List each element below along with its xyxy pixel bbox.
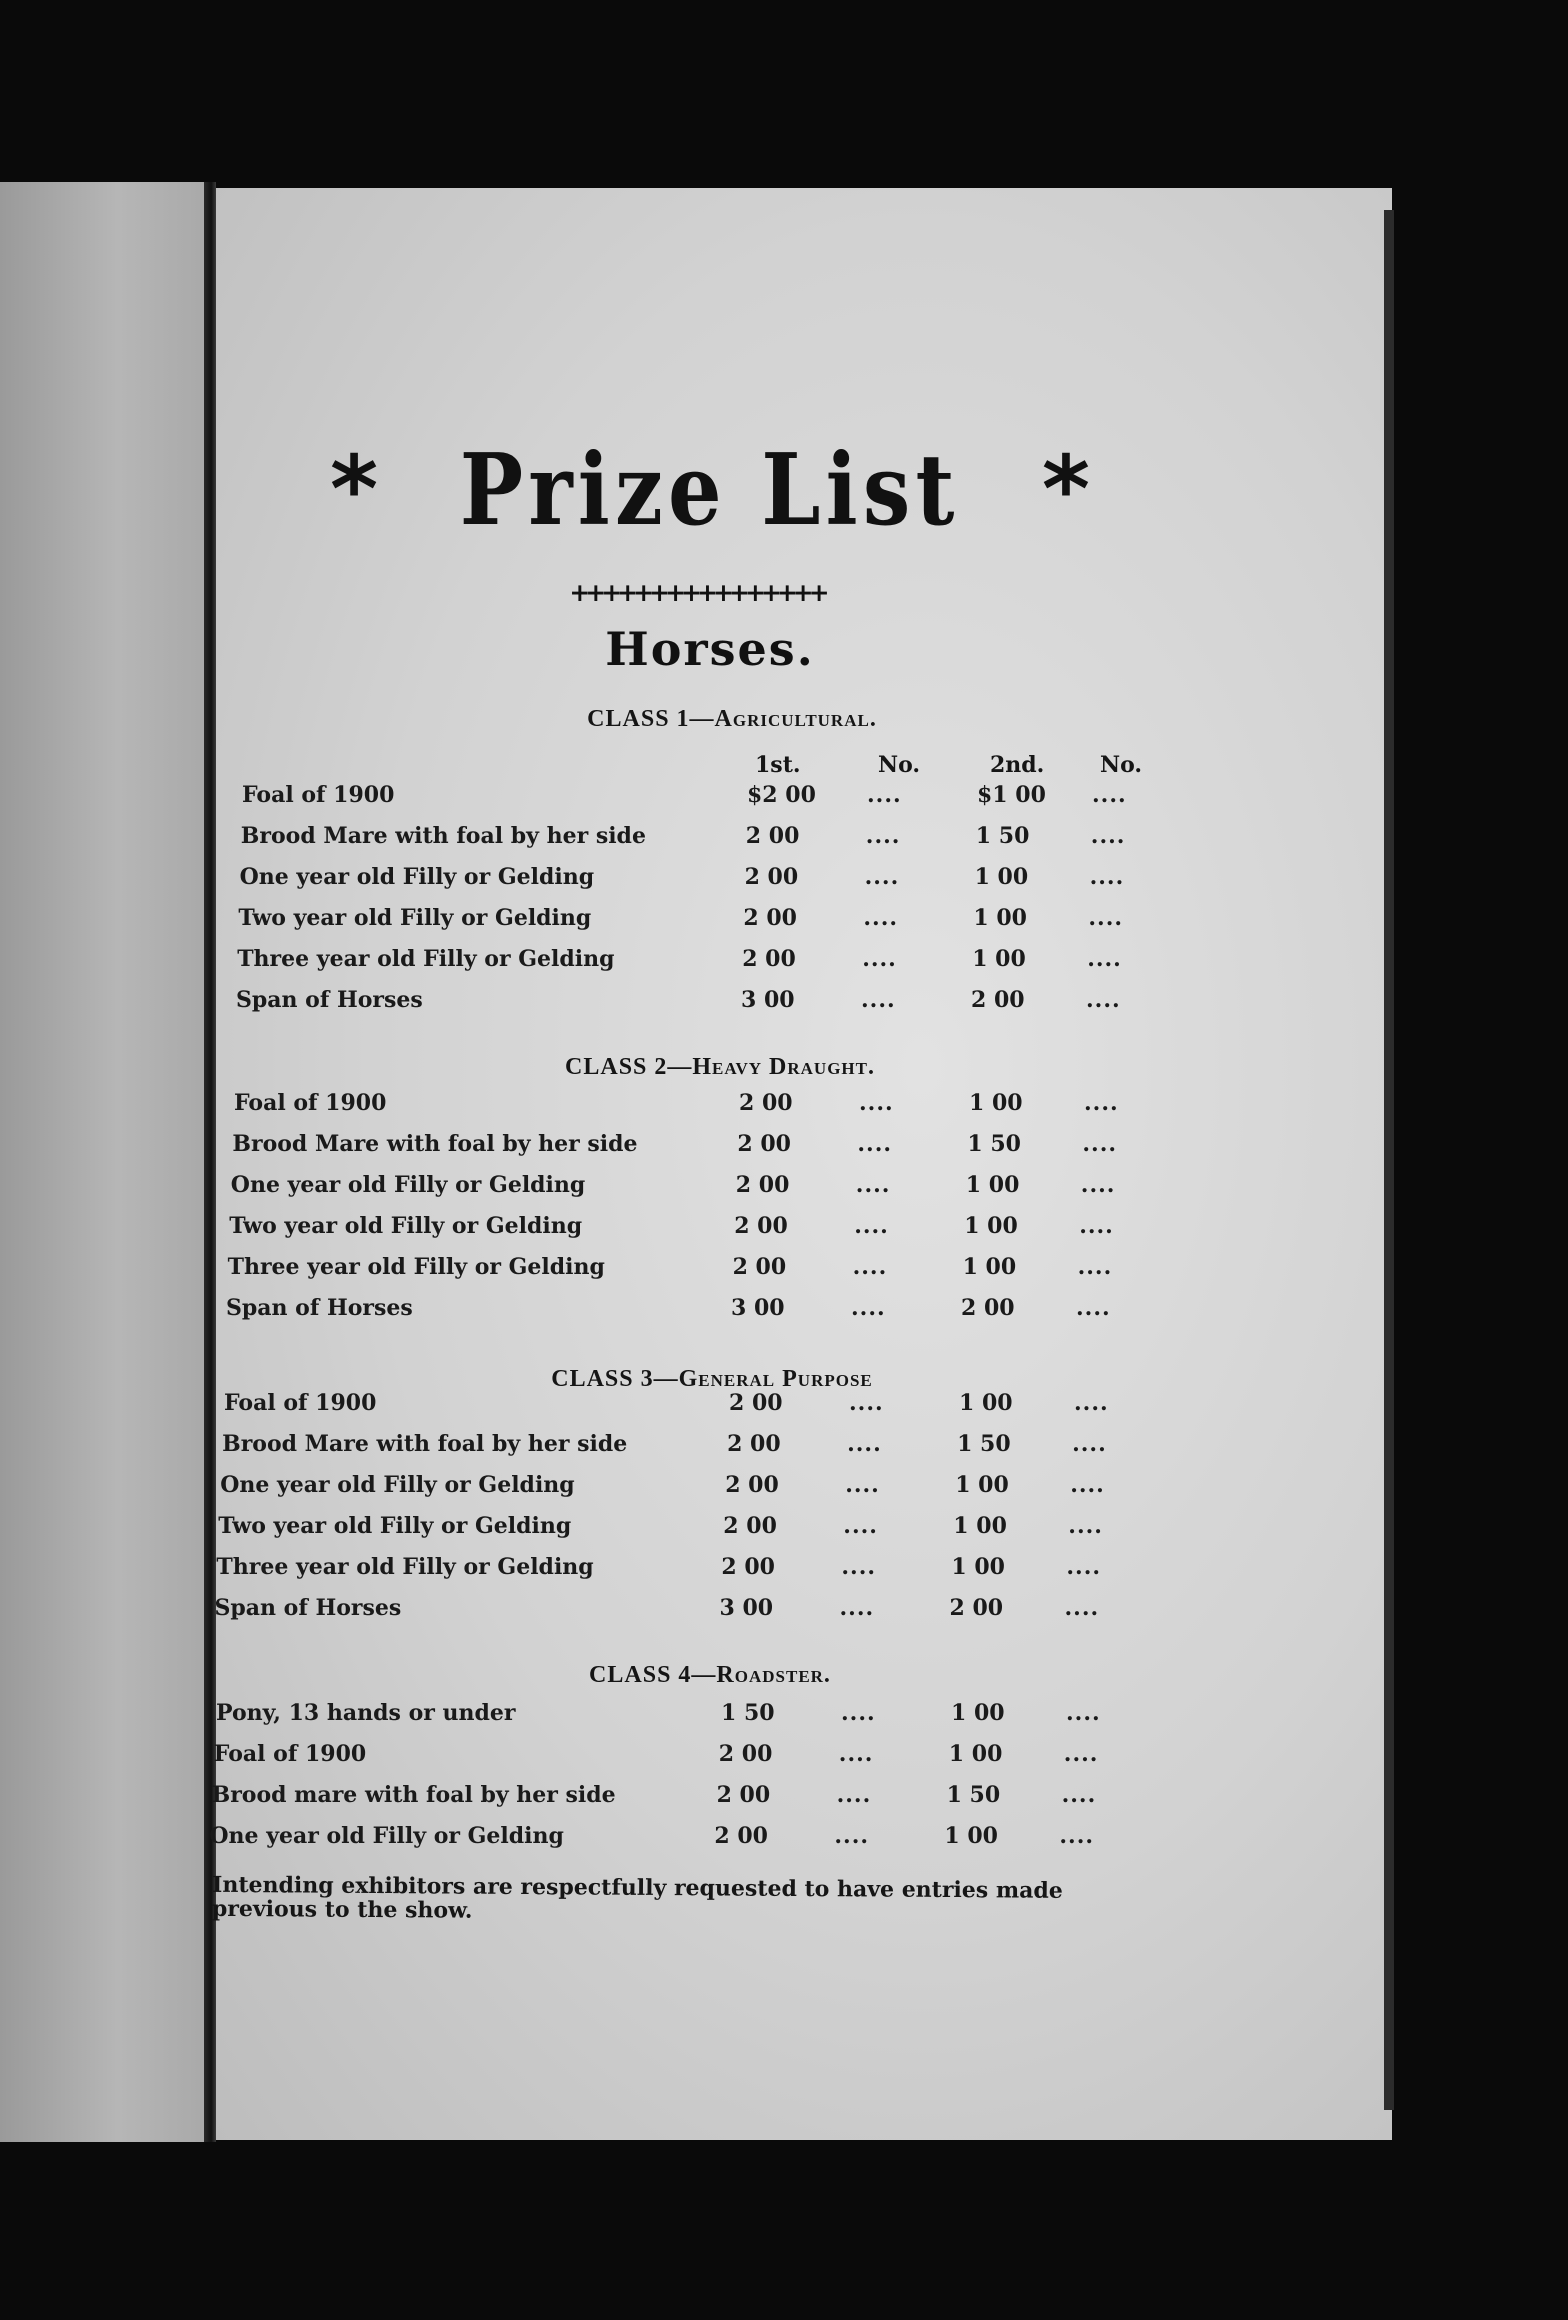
prize-row: [226, 1295, 1146, 1335]
entry-number-1: ....: [839, 1595, 875, 1621]
col-number-2: No.: [1100, 752, 1143, 778]
entry-number-1: ....: [863, 905, 899, 931]
entry-number-1: ....: [862, 946, 897, 972]
asterisk-ornament-right: *: [1041, 436, 1090, 543]
entry-number-2: ....: [1063, 1741, 1099, 1767]
entry-number-2: ....: [1061, 1782, 1097, 1808]
first-prize: 2 00: [729, 1390, 783, 1416]
prize-row: [234, 1090, 1154, 1130]
prize-row: [212, 1782, 1132, 1822]
second-prize: $1 00: [977, 782, 1046, 808]
entry-label: Span of Horses: [214, 1595, 402, 1621]
entry-number-2: ....: [1087, 946, 1122, 972]
prize-row: [224, 1390, 1144, 1430]
second-prize: 1 00: [964, 1213, 1018, 1239]
second-prize: 1 00: [953, 1513, 1007, 1539]
class-heading: CLASS 4—Roadster.: [589, 1662, 831, 1688]
first-prize: 2 00: [723, 1513, 777, 1539]
entry-number-1: ....: [849, 1390, 884, 1416]
first-prize: 2 00: [714, 1823, 768, 1849]
entry-number-1: ....: [845, 1472, 880, 1498]
entry-number-2: ....: [1076, 1295, 1111, 1321]
entry-label: Three year old Filly or Gelding: [216, 1554, 594, 1580]
first-prize: 3 00: [731, 1295, 785, 1321]
entry-number-1: ....: [854, 1213, 889, 1239]
second-prize: 1 00: [951, 1700, 1005, 1726]
first-prize: 2 00: [742, 946, 796, 972]
second-prize: 1 50: [946, 1782, 1001, 1808]
first-prize: 2 00: [721, 1554, 775, 1580]
second-prize: 1 00: [955, 1472, 1009, 1498]
first-prize: $2 00: [747, 782, 816, 808]
second-prize: 1 00: [948, 1741, 1003, 1767]
entry-number-1: ....: [855, 1172, 891, 1198]
entry-label: One year old Filly or Gelding: [239, 864, 595, 890]
entry-number-2: ....: [1086, 987, 1121, 1013]
first-prize: 2 00: [716, 1782, 771, 1808]
entry-label: Three year old Filly or Gelding: [227, 1254, 605, 1280]
entry-number-2: ....: [1077, 1254, 1113, 1280]
entry-label: Two year old Filly or Gelding: [238, 905, 592, 931]
asterisk-ornament-left: *: [330, 436, 379, 543]
first-prize: 2 00: [732, 1254, 787, 1280]
first-prize: 2 00: [745, 823, 800, 849]
entry-number-2: ....: [1080, 1172, 1116, 1198]
entry-label: Span of Horses: [236, 987, 423, 1013]
first-prize: 2 00: [739, 1090, 793, 1116]
entry-label: Foal of 1900: [213, 1741, 367, 1767]
first-prize: 2 00: [734, 1213, 788, 1239]
entry-number-2: ....: [1064, 1595, 1100, 1621]
column-headers: [700, 752, 1180, 786]
exhibitor-note: Intending exhibitors are respectfully requested to have entries made previous to the show.: [211, 1871, 1063, 1924]
section-heading: Horses.: [605, 622, 815, 676]
second-prize: 1 00: [974, 864, 1029, 890]
entry-number-2: ....: [1092, 782, 1127, 808]
first-prize: 3 00: [741, 987, 795, 1013]
second-prize: 1 00: [944, 1823, 998, 1849]
entry-label: One year old Filly or Gelding: [230, 1172, 586, 1198]
first-prize: 2 00: [735, 1172, 790, 1198]
entry-label: Foal of 1900: [234, 1090, 387, 1116]
first-prize: 2 00: [743, 905, 797, 931]
entry-number-2: ....: [1066, 1700, 1101, 1726]
entry-label: One year old Filly or Gelding: [220, 1472, 575, 1498]
class-heading: CLASS 2—Heavy Draught.: [565, 1054, 875, 1080]
entry-number-1: ....: [836, 1782, 872, 1808]
prize-row: [214, 1741, 1134, 1781]
first-prize: 2 00: [737, 1131, 791, 1157]
entry-number-1: ....: [838, 1741, 874, 1767]
entry-number-1: ....: [864, 864, 900, 890]
entry-number-2: ....: [1068, 1513, 1103, 1539]
entry-number-2: ....: [1090, 823, 1126, 849]
entry-number-1: ....: [851, 1295, 886, 1321]
first-prize: 1 50: [721, 1700, 775, 1726]
prize-row: [218, 1513, 1138, 1553]
entry-number-2: ....: [1074, 1390, 1109, 1416]
entry-label: Brood mare with foal by her side: [211, 1782, 616, 1808]
second-prize: 2 00: [971, 987, 1025, 1013]
entry-number-2: ....: [1059, 1823, 1095, 1849]
entry-number-1: ....: [867, 782, 902, 808]
entry-label: Brood Mare with foal by her side: [240, 823, 646, 849]
entry-number-1: ....: [843, 1513, 878, 1539]
prize-row: [241, 823, 1161, 863]
page-title: Prize List: [460, 432, 960, 548]
second-prize: 1 00: [969, 1090, 1023, 1116]
prize-row: [242, 782, 1162, 822]
col-first-prize: 1st.: [755, 752, 801, 778]
second-prize: 1 00: [965, 1172, 1020, 1198]
entry-number-1: ....: [834, 1823, 870, 1849]
prize-row: [237, 946, 1157, 986]
entry-label: Foal of 1900: [224, 1390, 377, 1416]
first-prize: 3 00: [719, 1595, 774, 1621]
prize-row: [232, 1131, 1152, 1171]
prize-row: [216, 1700, 1136, 1740]
prize-row: [238, 905, 1158, 945]
second-prize: 1 00: [951, 1554, 1005, 1580]
second-prize: 2 00: [961, 1295, 1015, 1321]
second-prize: 2 00: [949, 1595, 1004, 1621]
first-prize: 2 00: [727, 1431, 781, 1457]
second-prize: 1 50: [975, 823, 1030, 849]
entry-number-1: ....: [859, 1090, 894, 1116]
facing-page: [0, 182, 214, 2142]
second-prize: 1 00: [959, 1390, 1013, 1416]
entry-label: Pony, 13 hands or under: [216, 1700, 516, 1726]
entry-number-2: ....: [1089, 864, 1125, 890]
entry-number-1: ....: [841, 1700, 876, 1726]
second-prize: 1 50: [957, 1431, 1011, 1457]
first-prize: 2 00: [725, 1472, 779, 1498]
entry-label: Three year old Filly or Gelding: [237, 946, 615, 972]
entry-number-1: ....: [841, 1554, 877, 1580]
first-prize: 2 00: [718, 1741, 773, 1767]
class-heading: CLASS 1—Agricultural.: [587, 706, 877, 732]
prize-row: [209, 1823, 1129, 1863]
prize-row: [231, 1172, 1151, 1212]
entry-label: Brood Mare with foal by her side: [232, 1131, 638, 1157]
entry-number-1: ....: [852, 1254, 888, 1280]
prize-row: [236, 987, 1156, 1027]
second-prize: 1 50: [967, 1131, 1021, 1157]
entry-label: Foal of 1900: [242, 782, 395, 808]
prize-row: [229, 1213, 1149, 1253]
prize-row: [215, 1595, 1135, 1635]
entry-number-2: ....: [1082, 1131, 1118, 1157]
entry-label: Two year old Filly or Gelding: [218, 1513, 572, 1539]
entry-number-1: ....: [857, 1131, 893, 1157]
entry-number-2: ....: [1070, 1472, 1105, 1498]
col-number-1: No.: [878, 752, 921, 778]
second-prize: 1 00: [972, 946, 1026, 972]
entry-label: Brood Mare with foal by her side: [222, 1431, 628, 1457]
entry-number-2: ....: [1079, 1213, 1114, 1239]
second-prize: 1 00: [962, 1254, 1017, 1280]
entry-number-1: ....: [865, 823, 901, 849]
title-row: [330, 430, 1090, 550]
entry-number-2: ....: [1066, 1554, 1102, 1580]
prize-row: [222, 1431, 1142, 1471]
second-prize: 1 00: [973, 905, 1027, 931]
entry-label: One year old Filly or Gelding: [209, 1823, 564, 1849]
entry-number-2: ....: [1084, 1090, 1119, 1116]
class-heading: CLASS 3—General Purpose: [551, 1366, 873, 1392]
page-edge: [1384, 210, 1394, 2110]
entry-number-2: ....: [1072, 1431, 1107, 1457]
entry-label: Span of Horses: [226, 1295, 413, 1321]
entry-number-1: ....: [847, 1431, 882, 1457]
col-second-prize: 2nd.: [990, 752, 1045, 778]
prize-row: [216, 1554, 1136, 1594]
decorative-rule: ++++++++++++++++: [569, 578, 825, 607]
first-prize: 2 00: [744, 864, 799, 890]
entry-number-2: ....: [1088, 905, 1124, 931]
entry-label: Two year old Filly or Gelding: [229, 1213, 583, 1239]
entry-number-1: ....: [861, 987, 896, 1013]
prize-row: [220, 1472, 1140, 1512]
prize-row: [228, 1254, 1148, 1294]
prize-row: [240, 864, 1160, 904]
